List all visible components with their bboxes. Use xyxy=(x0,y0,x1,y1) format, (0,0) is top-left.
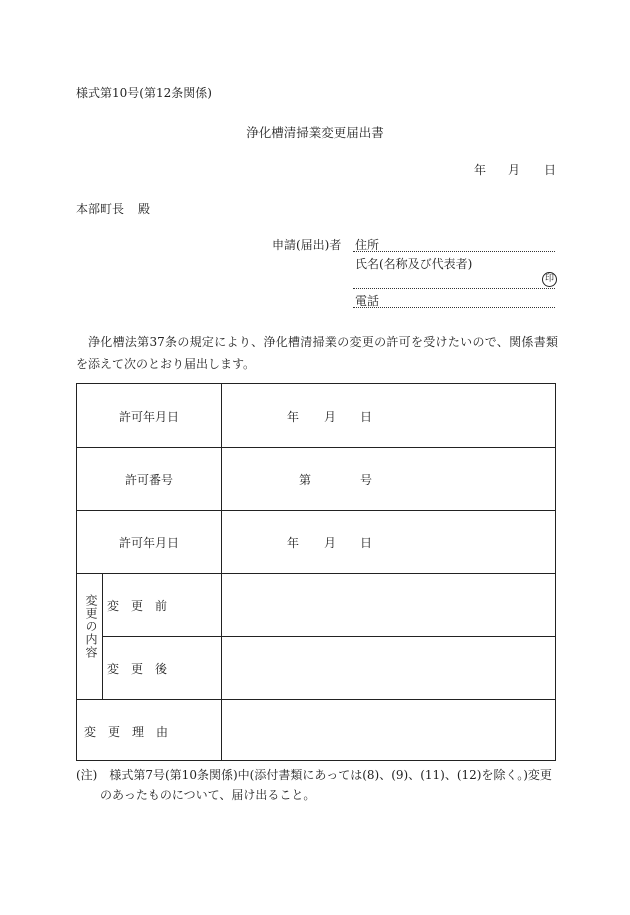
row-divider xyxy=(77,699,555,700)
applicant-label: 申請(届出)者 xyxy=(272,238,342,252)
form-reference: 様式第10号(第12条関係) xyxy=(76,86,212,100)
addressee xyxy=(76,200,150,217)
change-before-label: 変 更 前 xyxy=(107,599,168,613)
change-after-label: 変 更 後 xyxy=(107,662,168,676)
addressee-honorific: 殿 xyxy=(138,202,151,216)
name-field[interactable] xyxy=(353,288,555,289)
note-line-1: (注) 様式第7号(第10条関係)中(添付書類にあっては(8)、(9)、(11)、(12)を除く。)変更 xyxy=(76,768,552,782)
permit-number-prefix: 第 xyxy=(299,473,312,487)
address-field[interactable] xyxy=(353,251,555,252)
column-divider xyxy=(221,384,222,760)
permit-date-day: 日 xyxy=(360,410,373,424)
notification-table xyxy=(76,383,556,761)
date-month-label: 月 xyxy=(508,163,521,177)
seal-mark: 印 xyxy=(542,272,557,287)
date-year-label: 年 xyxy=(474,163,487,177)
column-divider xyxy=(102,573,103,699)
change-reason-label: 変 更 理 由 xyxy=(84,725,169,739)
row-divider xyxy=(102,636,555,637)
body-paragraph: 浄化槽法第37条の規定により、浄化槽清掃業の変更の許可を受けたいので、関係書類を添えて次のとおり届出します。 xyxy=(76,335,558,371)
permit-number-label: 許可番号 xyxy=(124,473,173,487)
permit-date-label: 許可年月日 xyxy=(118,410,179,424)
address-label: 住所 xyxy=(355,238,380,252)
permit-number-suffix: 号 xyxy=(360,473,373,487)
permit-date-year: 年 xyxy=(287,410,300,424)
note-line-2: のあったものについて、届け出ること。 xyxy=(100,788,316,802)
permit-date-month: 月 xyxy=(324,410,337,424)
phone-field[interactable] xyxy=(353,307,555,308)
name-label: 氏名(名称及び代表者) xyxy=(355,257,473,271)
addressee-name: 本部町長 xyxy=(76,202,125,216)
row-divider xyxy=(77,447,555,448)
permit-date-2-month: 月 xyxy=(324,536,337,550)
permit-date-2-day: 日 xyxy=(360,536,373,550)
permit-date-2-year: 年 xyxy=(287,536,300,550)
page-title: 浄化槽清掃業変更届出書 xyxy=(246,125,384,140)
row-divider xyxy=(77,510,555,511)
date-day-label: 日 xyxy=(544,163,557,177)
change-contents-label: 変更の内容 xyxy=(84,594,98,659)
row-divider xyxy=(77,573,555,574)
phone-label: 電話 xyxy=(355,294,380,308)
permit-date-label-2: 許可年月日 xyxy=(118,536,179,550)
